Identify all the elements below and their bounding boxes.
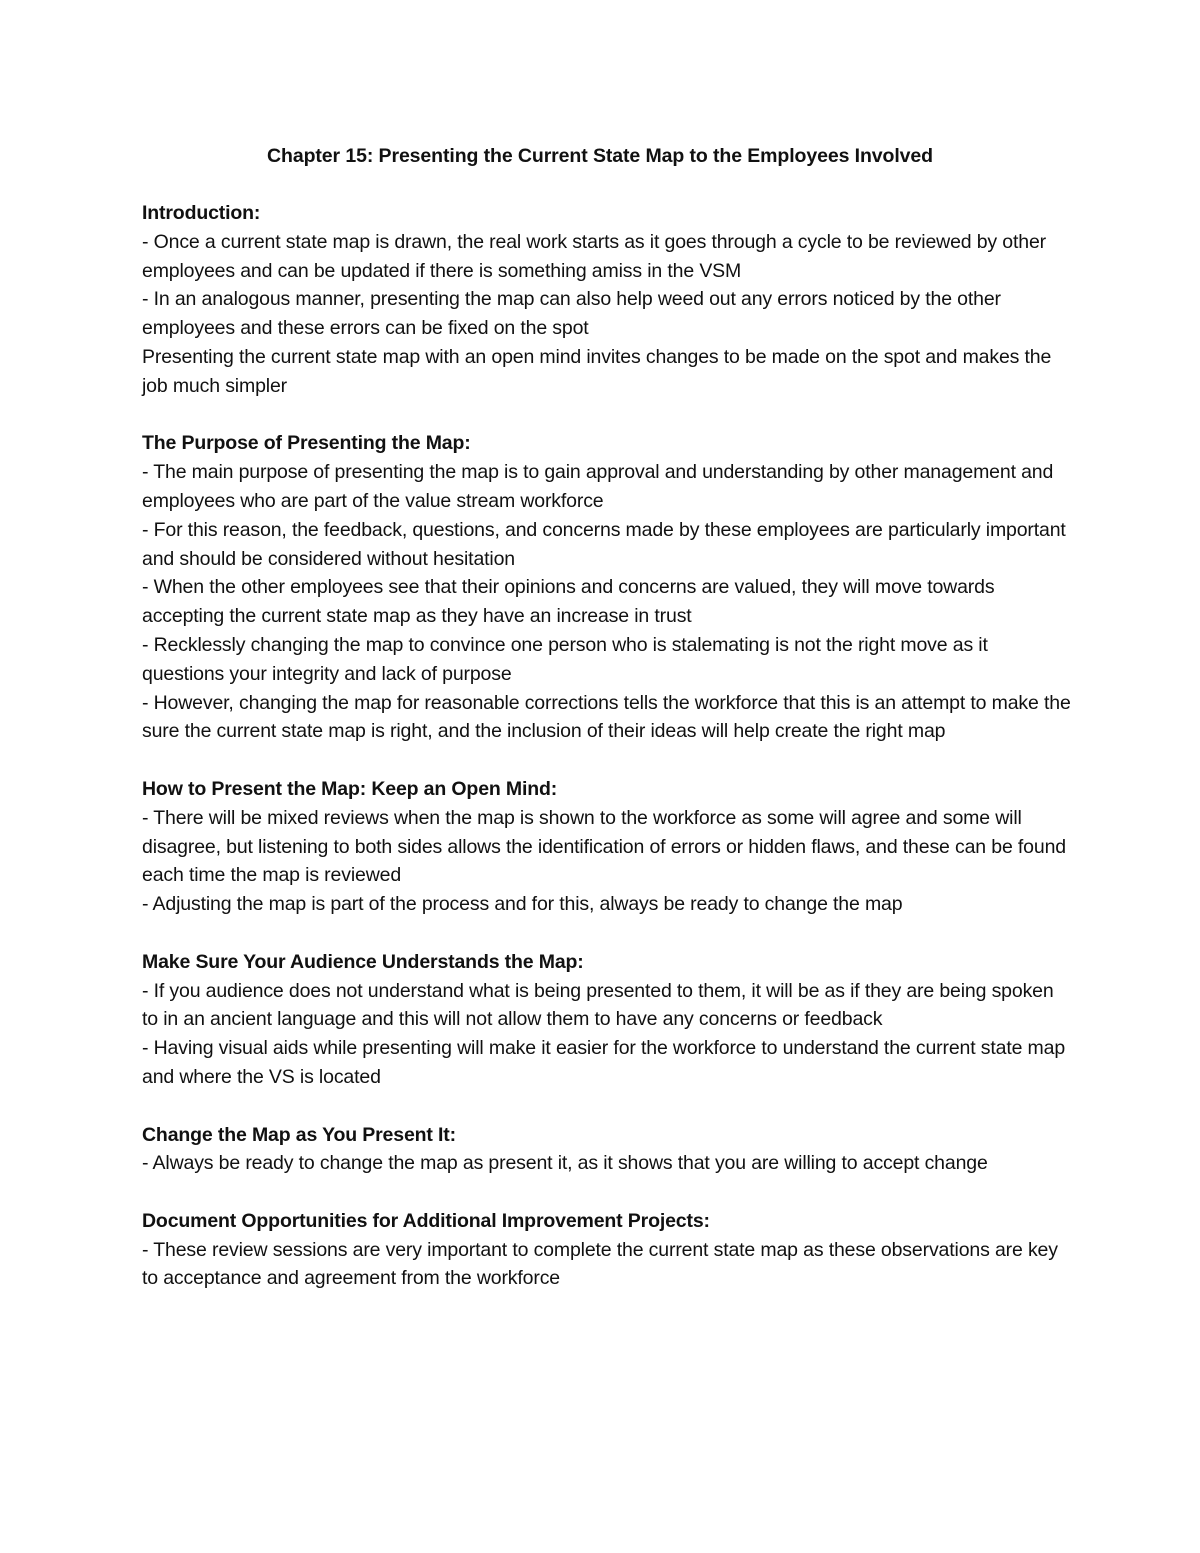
paragraph-line: - These review sessions are very important to complete the current state map as these observations are key to acceptance and agreement from the workforce bbox=[142, 1238, 1058, 1290]
section-how-to-present bbox=[142, 775, 1072, 919]
paragraph-line: - If you audience does not understand what is being presented to them, it will be as if they are being spoken to in an ancient language and this will not allow them to have any concerns or feedback bbox=[142, 979, 1054, 1031]
section-document-opportunities bbox=[142, 1207, 1072, 1293]
page-title: Chapter 15: Presenting the Current State Map to the Employees Involved bbox=[267, 145, 933, 167]
section-audience bbox=[142, 948, 1072, 1092]
section-purpose bbox=[142, 429, 1072, 746]
section-heading: How to Present the Map: Keep an Open Mind: bbox=[142, 777, 558, 800]
paragraph-line: - Always be ready to change the map as present it, as it shows that you are willing to accept change bbox=[142, 1152, 988, 1175]
document-body bbox=[142, 199, 1072, 1322]
paragraph-line: - Having visual aids while presenting will make it easier for the workforce to understand the current state map and where the VS is located bbox=[142, 1037, 1066, 1088]
paragraph-line: - Once a current state map is drawn, the real work starts as it goes through a cycle to be reviewed by other employees and can be updated if there is something amiss in the VSM bbox=[142, 230, 1046, 282]
paragraph-line: - For this reason, the feedback, questions, and concerns made by these employees are particularly important and should be considered without hesitation bbox=[142, 518, 1066, 570]
section-heading: Introduction: bbox=[142, 202, 261, 224]
section-heading: Make Sure Your Audience Understands the Map: bbox=[142, 950, 584, 973]
paragraph-line: - Adjusting the map is part of the process and for this, always be ready to change the map bbox=[142, 893, 903, 916]
section-change-map bbox=[142, 1121, 1072, 1179]
paragraph-line: - Recklessly changing the map to convince one person who is stalemating is not the right move as it questions your integrity and lack of purpose bbox=[142, 633, 988, 685]
section-heading: Document Opportunities for Additional Improvement Projects: bbox=[142, 1209, 710, 1232]
section-heading: Change the Map as You Present It: bbox=[142, 1123, 456, 1146]
paragraph-line: - When the other employees see that their opinions and concerns are valued, they will move towards accepting the current state map as they have an increase in trust bbox=[142, 576, 995, 628]
section-introduction bbox=[142, 199, 1072, 401]
paragraph-line: Presenting the current state map with an open mind invites changes to be made on the spot and makes the job much simpler bbox=[142, 345, 1052, 397]
paragraph-line: - In an analogous manner, presenting the map can also help weed out any errors noticed by the other employees and these errors can be fixed on the spot bbox=[142, 288, 1001, 340]
paragraph-line: - However, changing the map for reasonable corrections tells the workforce that this is an attempt to make the sure the current state map is right, and the inclusion of their ideas will help create the right map bbox=[142, 691, 1071, 743]
paragraph-line: - The main purpose of presenting the map is to gain approval and understanding by other management and employees who are part of the value stream workforce bbox=[142, 461, 1054, 512]
paragraph-line: - There will be mixed reviews when the map is shown to the workforce as some will agree and some will disagree, but listening to both sides allows the identification of errors or hidden flaws, and these can be found each time the map is reviewed bbox=[142, 806, 1066, 887]
section-heading: The Purpose of Presenting the Map: bbox=[142, 432, 471, 455]
